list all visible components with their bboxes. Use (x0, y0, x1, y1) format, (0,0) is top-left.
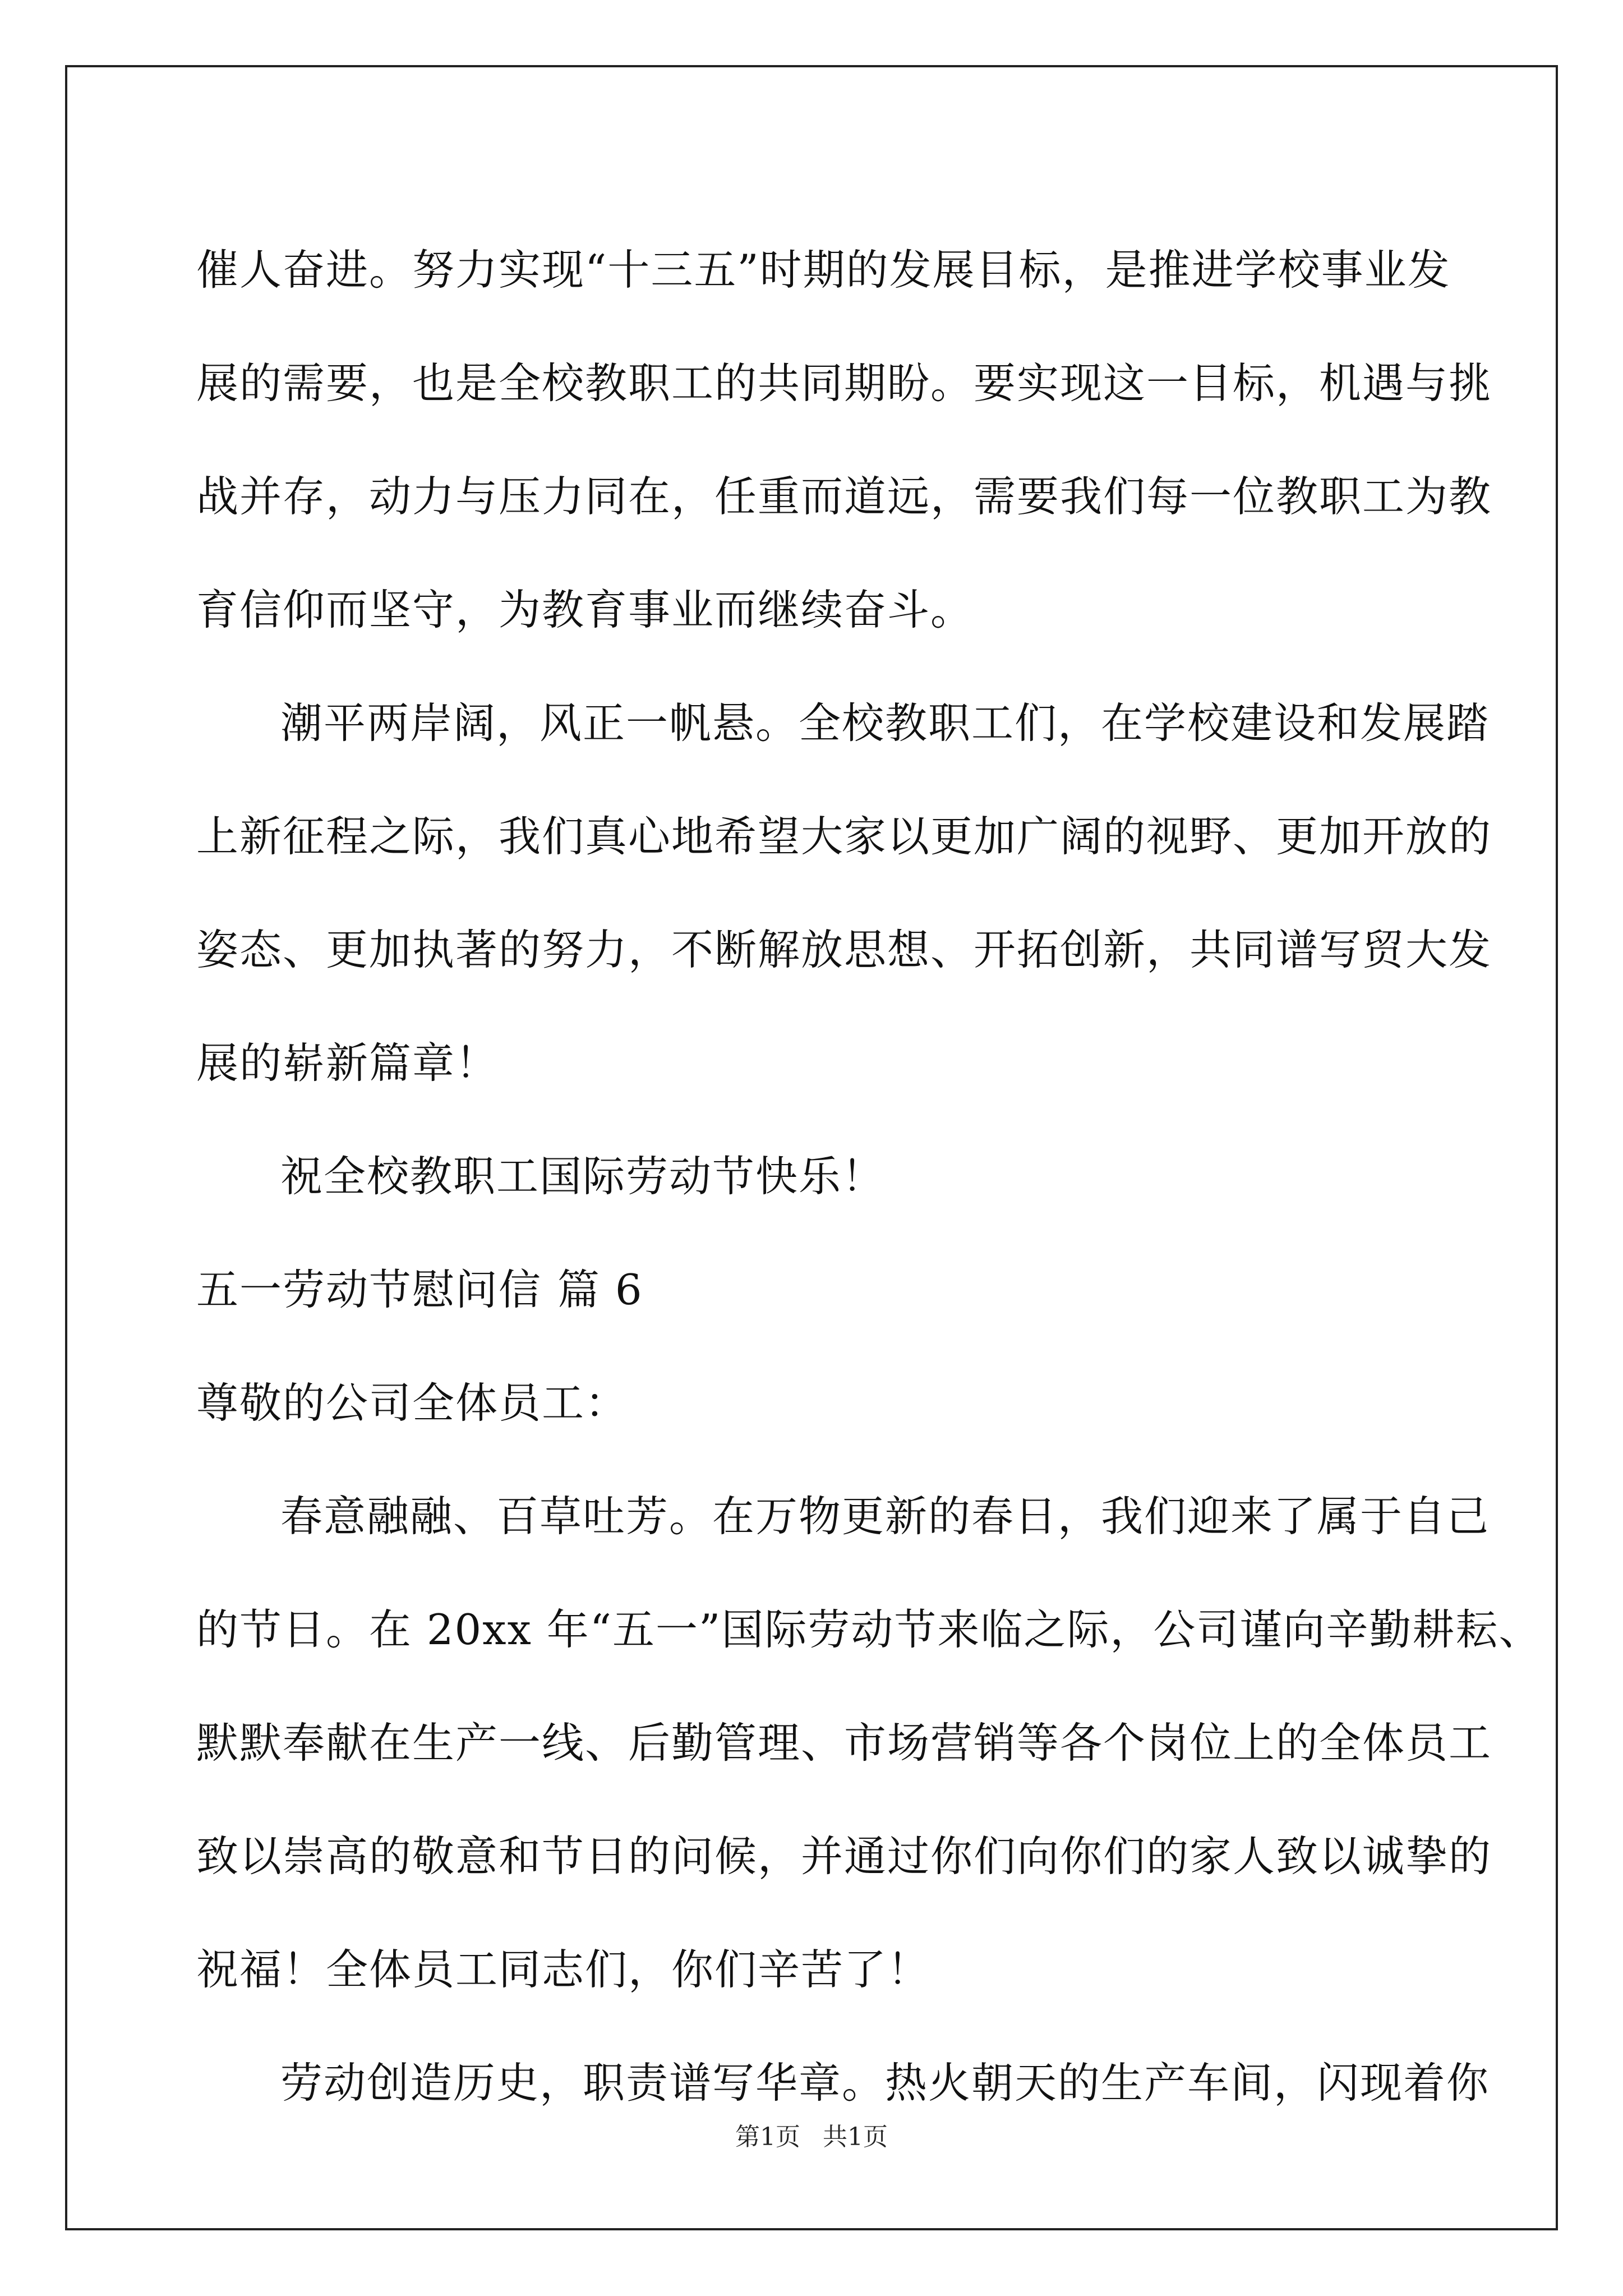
section-title: 五一劳动节慰问信 (196, 1265, 542, 1314)
salutation: 尊敬的公司全体员工： (196, 1378, 629, 1428)
document-body (196, 213, 1542, 2139)
body-text-line: 致以崇高的敬意和节日的问候，并通过你们向你们的家人致以诚挚的 (196, 1832, 1492, 1881)
body-text-line: 育信仰而坚守，为教育事业而继续奋斗。 (196, 585, 974, 634)
body-text-line: 催人奋进。努力实现“十三五”时期的发展目标，是推进学校事业发 (196, 245, 1451, 295)
page-number: 第1页 (735, 2123, 800, 2151)
body-text-line: 战并存，动力与压力同在，任重而道远，需要我们每一位教职工为教 (196, 472, 1492, 521)
page-total: 共1页 (823, 2123, 888, 2151)
body-text-line: 姿态、更加执著的努力，不断解放思想、开拓创新，共同谱写贸大发 (196, 925, 1492, 974)
section-number: 篇 6 (557, 1265, 643, 1314)
body-text-line: 展的崭新篇章！ (196, 1038, 499, 1088)
body-text-line: 潮平两岸阔，风正一帆悬。全校教职工们，在学校建设和发展踏 (280, 698, 1490, 748)
body-text-line: 展的需要，也是全校教职工的共同期盼。要实现这一目标，机遇与挑 (196, 358, 1492, 408)
body-text-line: 春意融融、百草吐芳。在万物更新的春日，我们迎来了属于自己 (280, 1492, 1490, 1541)
body-text-line: 祝福！全体员工同志们，你们辛苦了！ (196, 1945, 931, 1994)
body-text-line: 劳动创造历史，职责谱写华章。热火朝天的生产车间，闪现着你 (280, 2058, 1490, 2108)
closing-wish: 祝全校教职工国际劳动节快乐！ (280, 1152, 886, 1201)
body-text-line: 的节日。在 20xx 年“五一”国际劳动节来临之际，公司谨向辛勤耕耘、 (196, 1605, 1542, 1654)
body-text-line: 上新征程之际，我们真心地希望大家以更加广阔的视野、更加开放的 (196, 812, 1492, 861)
page-footer (0, 2120, 1623, 2154)
section-heading (196, 1233, 1430, 1346)
body-text-line: 默默奉献在生产一线、后勤管理、市场营销等各个岗位上的全体员工 (196, 1718, 1492, 1768)
